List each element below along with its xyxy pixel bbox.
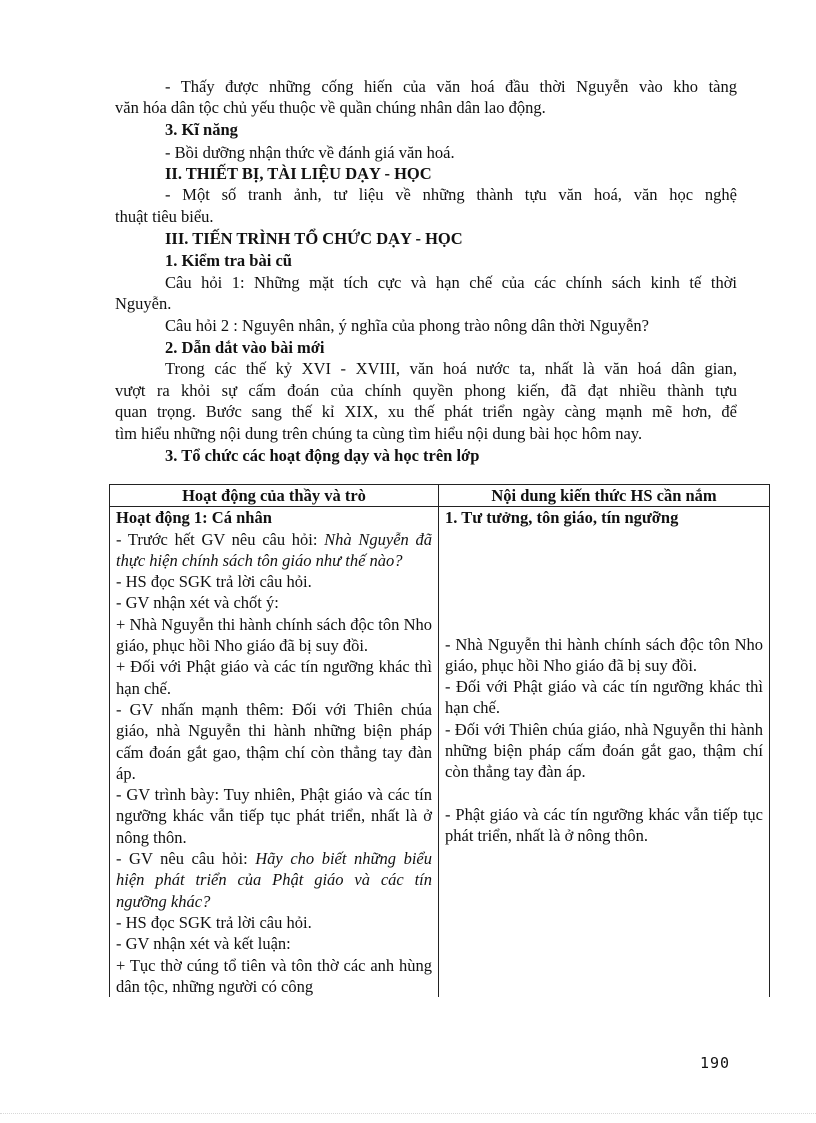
teacher-question-2-prefix: - GV nêu câu hỏi:	[116, 849, 256, 869]
lead-line-2: vượt ra khỏi sự cấm đoán của chính quyền phong kiến, đã đạt nhiều thành tựu	[115, 381, 737, 400]
process-heading: III. TIẾN TRÌNH TỔ CHỨC DẠY - HỌC	[165, 229, 463, 248]
skills-heading: 3. Kĩ năng	[165, 120, 238, 139]
knowledge-item-3: - Đối với Thiên chúa giáo, nhà Nguyễn thi hành những biện pháp cấm đoán gắt gao, thậm chí còn thẳng tay đàn áp.	[445, 719, 763, 782]
header-knowledge-content: Nội dung kiến thức HS cần nắm	[439, 485, 770, 507]
teacher-conclusion-2: - GV nhận xét và kết luận:	[116, 934, 291, 954]
equipment-line-2: thuật tiêu biểu.	[115, 207, 214, 226]
teacher-conclusion-1: - GV nhận xét và chốt ý:	[116, 593, 279, 613]
key-point-2: + Đối với Phật giáo và các tín ngưỡng khác thì hạn chế.	[116, 657, 432, 698]
lead-line-1: Trong các thế kỷ XVI - XVIII, văn hoá nước ta, nhất là văn hoá dân gian,	[165, 359, 737, 378]
activity-column	[110, 507, 439, 997]
page-bottom-divider	[0, 1113, 816, 1115]
knowledge-item-1: - Nhà Nguyễn thi hành chính sách độc tôn Nho giáo, phục hồi Nho giáo đã bị suy đồi.	[445, 634, 763, 675]
key-point-3: + Tục thờ cúng tổ tiên và tôn thờ các anh hùng dân tộc, những người có công	[116, 955, 432, 996]
key-point-1: + Nhà Nguyễn thi hành chính sách độc tôn Nho giáo, phục hồi Nho giáo đã bị suy đồi.	[116, 614, 432, 656]
teacher-emphasis: - GV nhấn mạnh thêm: Đối với Thiên chúa giáo, nhà Nguyễn thi hành những biện pháp cấm đoán gắt gao, thậm chí còn thẳng tay đàn áp.	[116, 699, 432, 783]
knowledge-column	[439, 507, 770, 997]
check-heading: 1. Kiểm tra bài cũ	[165, 251, 292, 270]
activity-title: Hoạt động 1: Cá nhân	[116, 508, 272, 528]
teacher-question-2-text: Hãy cho biết những biểu hiện phát triển của Phật giáo và các tín ngưỡng khác?	[116, 849, 432, 911]
teacher-question-1-text: Nhà Nguyễn đã thực hiện chính sách tôn giáo như thế nào?	[116, 529, 432, 570]
table-header-row	[110, 485, 770, 507]
equipment-heading: II. THIẾT BỊ, TÀI LIỆU DẠY - HỌC	[165, 164, 432, 183]
objective-line-1: - Thấy được những cống hiến của văn hoá đầu thời Nguyễn vào kho tàng	[165, 77, 737, 96]
teacher-question-1-prefix: - Trước hết GV nêu câu hỏi:	[116, 529, 325, 549]
page-number: 190	[700, 1054, 731, 1072]
question-1-line-2: Nguyễn.	[115, 294, 172, 313]
header-teacher-student-activity: Hoạt động của thầy và trò	[110, 485, 439, 507]
lead-line-4: tìm hiểu những nội dung trên chúng ta cùng tìm hiểu nội dung bài học hôm nay.	[115, 424, 643, 443]
question-2: Câu hỏi 2 : Nguyên nhân, ý nghĩa của phong trào nông dân thời Nguyễn?	[165, 316, 649, 335]
knowledge-item-4: - Phật giáo và các tín ngưỡng khác vẫn tiếp tục phát triển, nhất là ở nông thôn.	[445, 804, 763, 845]
equipment-line-1: - Một số tranh ảnh, tư liệu về những thành tựu văn hoá, văn học nghệ	[165, 185, 737, 204]
teacher-presentation: - GV trình bày: Tuy nhiên, Phật giáo và các tín ngưỡng khác vẫn tiếp tục phát triển, nhất là ở nông thôn.	[116, 785, 432, 847]
skills-text: - Bồi dưỡng nhận thức về đánh giá văn hoá.	[165, 143, 455, 162]
teacher-question-2	[116, 848, 432, 912]
lesson-table	[109, 484, 770, 997]
organize-heading: 3. Tổ chức các hoạt động dạy và học trên lớp	[165, 446, 480, 465]
table-row	[110, 507, 770, 997]
lead-line-3: quan trọng. Bước sang thế kỉ XIX, xu thế phát triển ngày càng mạnh mẽ hơn, để	[115, 402, 737, 421]
objective-line-2: văn hóa dân tộc chủ yếu thuộc về quần chúng nhân dân lao động.	[115, 98, 546, 117]
knowledge-item-2: - Đối với Phật giáo và các tín ngưỡng khác thì hạn chế.	[445, 677, 763, 718]
student-answer-2: - HS đọc SGK trả lời câu hỏi.	[116, 912, 312, 932]
question-1-line-1: Câu hỏi 1: Những mặt tích cực và hạn chế của các chính sách kinh tế thời	[165, 273, 737, 292]
lead-heading: 2. Dẫn dắt vào bài mới	[165, 338, 325, 357]
student-answer-1: - HS đọc SGK trả lời câu hỏi.	[116, 572, 312, 592]
teacher-question-1	[116, 529, 432, 572]
knowledge-section-title: 1. Tư tưởng, tôn giáo, tín ngưỡng	[445, 508, 679, 528]
